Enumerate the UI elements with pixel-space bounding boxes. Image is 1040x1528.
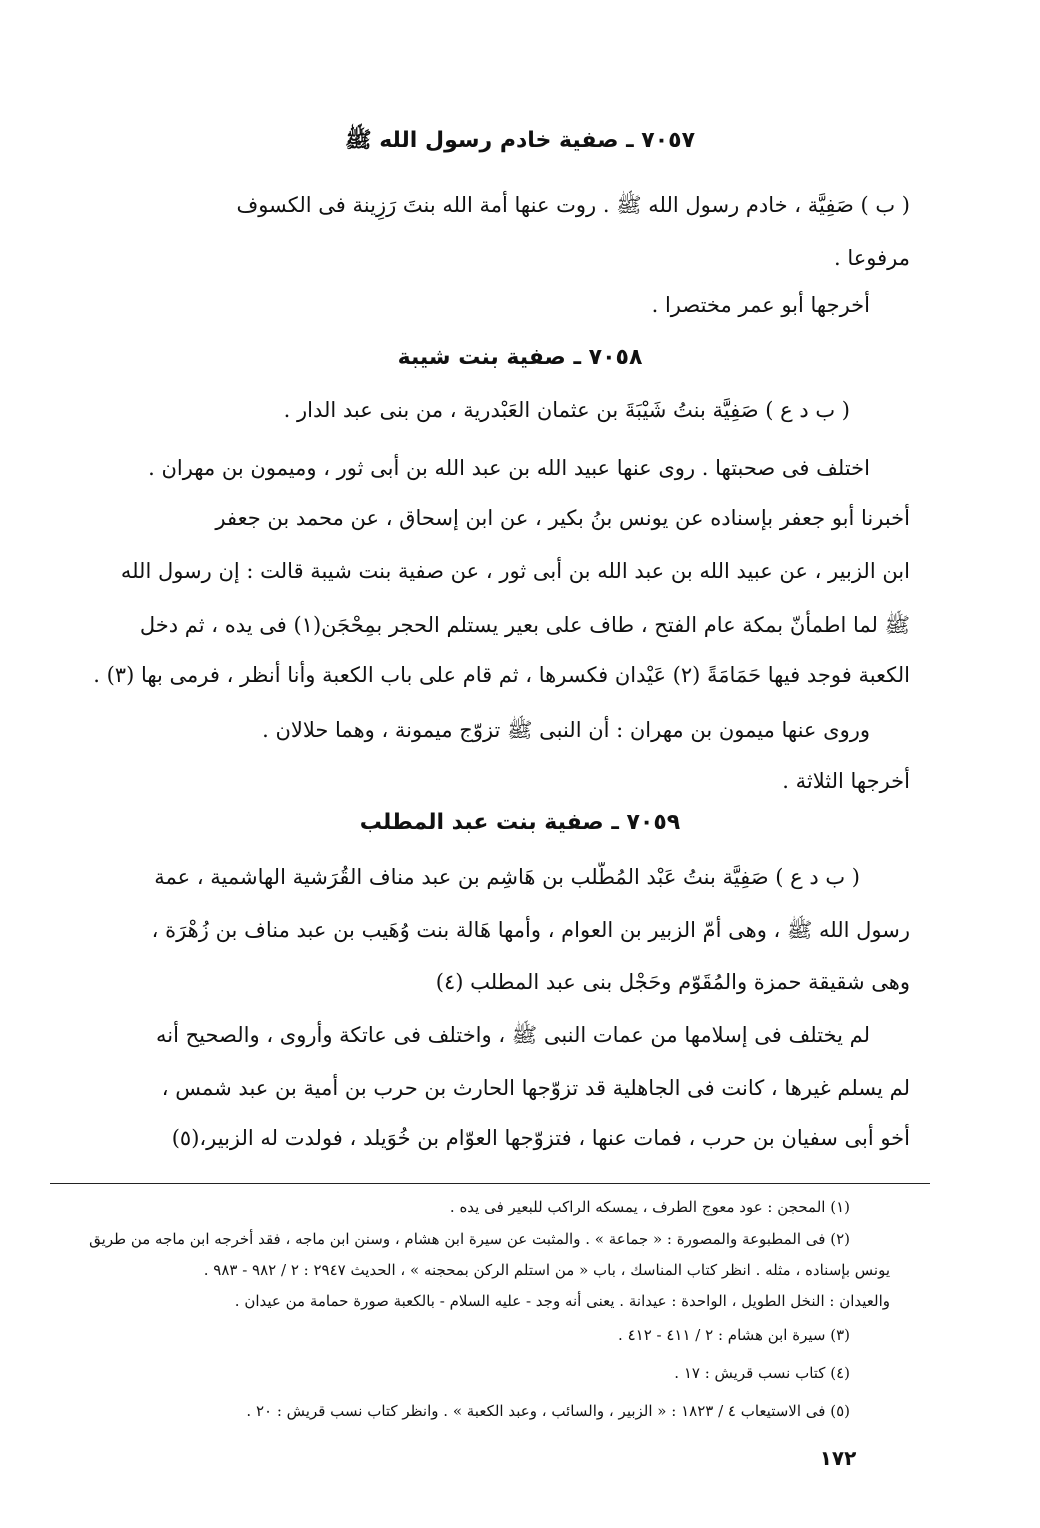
text-line: ( ب د ع ) صَفِيَّة بنتُ شَيْبَةَ بن عثمان العَبْدرية ، من بنى عبد الدار .	[283, 398, 850, 422]
footnote: (٣) سيرة ابن هشام : ٢ / ٤١١ - ٤١٢ .	[618, 1326, 850, 1344]
text-line: أخرجها أبو عمر مختصرا .	[651, 293, 870, 317]
text-line: أخو أبى سفيان بن حرب ، فمات عنها ، فتزوّجها العوّام بن خُوَيلد ، فولدت له الزبير،(٥)	[171, 1126, 910, 1150]
footnote: (١) المحجن : عود معوج الطرف ، يمسكه الراكب للبعير فى يده .	[449, 1198, 850, 1216]
text-line: ( ب د ع ) صَفِيَّة بنتُ عَبْد المُطَّلب بن هَاشِم بن عبد مناف القُرَشية الهاشمية ، عمة	[154, 865, 860, 889]
text-line: ابن الزبير ، عن عبيد الله بن عبد الله بن أبى ثور ، عن صفية بنت شيبة قالت : إن رسول الله	[120, 559, 910, 583]
entry-heading: ٧٠٥٧ ـ صفية خادم رسول الله ﷺ	[344, 128, 696, 153]
text-line: وهى شقيقة حمزة والمُقَوّم وحَجْل بنى عبد المطلب (٤)	[435, 970, 910, 994]
footnote: والعيدان : النخل الطويل ، الواحدة : عيدانة . يعنى أنه وجد - عليه السلام - بالكعبة صورة حمامة من عيدان .	[234, 1292, 890, 1310]
text-line: أخرجها الثلاثة .	[782, 769, 910, 793]
footnote-separator	[50, 1183, 930, 1184]
text-line: لم يختلف فى إسلامها من عمات النبى ﷺ ، واختلف فى عاتكة وأروى ، والصحيح أنه	[156, 1023, 870, 1047]
text-line: أخبرنا أبو جعفر بإسناده عن يونس بنُ بكير ، عن ابن إسحاق ، عن محمد بن جعفر	[215, 506, 910, 530]
text-line: ( ب ) صَفِيَّة ، خادم رسول الله ﷺ . روت عنها أمة الله بنتَ رَزِينة فى الكسوف	[236, 193, 910, 217]
text-line: رسول الله ﷺ ، وهى أمّ الزبير بن العوام ، وأمها هَالة بنت وُهَيب بن عبد مناف بن زُهْرَة ،	[151, 918, 910, 942]
text-line: الكعبة فوجد فيها حَمَامَةً (٢) عَيْدان فكسرها ، ثم قام على باب الكعبة وأنا أنظر ، فرمى بها (٣) .	[93, 663, 910, 687]
page-number: ١٧٢	[819, 1446, 857, 1470]
footnote: (٥) فى الاستيعاب ٤ / ١٨٢٣ : « الزبير ، والسائب ، وعبد الكعبة » . وانظر كتاب نسب قريش : ٢٠ .	[246, 1402, 850, 1420]
entry-heading: ٧٠٥٨ ـ صفية بنت شيبة	[397, 345, 643, 370]
text-line: مرفوعا .	[833, 246, 910, 270]
footnote: يونس بإسناده ، مثله . انظر كتاب المناسك ، باب « من استلم الركن بمحجنه » ، الحديث ٢٩٤٧ : ٢ / ٩٨٢ - ٩٨٣ .	[203, 1261, 890, 1279]
text-line: لم يسلم غيرها ، كانت فى الجاهلية قد تزوّجها الحارث بن حرب بن أمية بن عبد شمس ،	[161, 1076, 910, 1100]
text-line: اختلف فى صحبتها . روى عنها عبيد الله بن عبد الله بن أبى ثور ، وميمون بن مهران .	[148, 456, 870, 480]
text-line: وروى عنها ميمون بن مهران : أن النبى ﷺ تزوّج ميمونة ، وهما حلالان .	[262, 718, 870, 742]
footnote: (٢) فى المطبوعة والمصورة : « جماعة » . والمثبت عن سيرة ابن هشام ، وسنن ابن ماجه ، فقد أخرجه ابن ماجه من طريق	[89, 1230, 850, 1248]
footnote: (٤) كتاب نسب قريش : ١٧ .	[674, 1364, 850, 1382]
entry-heading: ٧٠٥٩ ـ صفية بنت عبد المطلب	[359, 810, 681, 835]
text-line: ﷺ لما اطمأنّ بمكة عام الفتح ، طاف على بعير يستلم الحجر بمِحْجَن(١) فى يده ، ثم دخل	[139, 613, 910, 637]
